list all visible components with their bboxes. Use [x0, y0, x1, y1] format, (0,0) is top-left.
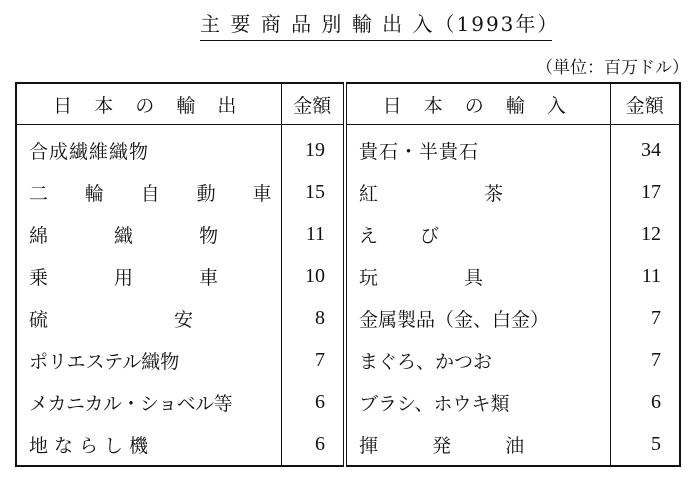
- export-item: 二輪自動車: [29, 182, 273, 205]
- import-item: 玩 具: [359, 266, 524, 289]
- import-amount: 12: [610, 213, 680, 255]
- trade-table: [15, 82, 681, 467]
- import-item: 紅 茶: [359, 182, 554, 205]
- export-amount: 15: [281, 171, 345, 213]
- import-amount: 17: [610, 171, 680, 213]
- export-item: メカニカル・ショベル等: [29, 392, 233, 415]
- table-row: [16, 297, 680, 339]
- import-amount: 7: [610, 297, 680, 339]
- import-item: ブラシ、ホウキ類: [359, 392, 510, 415]
- export-item: 綿 織 物: [29, 224, 249, 247]
- header-row: [16, 83, 680, 125]
- export-item: 合成繊維織物: [29, 140, 150, 163]
- export-amount: 6: [281, 423, 345, 466]
- export-amount: 10: [281, 255, 345, 297]
- import-amount: 7: [610, 339, 680, 381]
- export-amount-header: 金額: [281, 83, 345, 125]
- export-amount: 19: [281, 125, 345, 172]
- import-item: 揮 発 油: [359, 434, 549, 457]
- table-row: [16, 171, 680, 213]
- import-amount: 6: [610, 381, 680, 423]
- import-amount: 34: [610, 125, 680, 172]
- import-item-header: 日 本 の 輸 入: [345, 83, 610, 125]
- import-amount: 11: [610, 255, 680, 297]
- table-row: [16, 423, 680, 466]
- import-amount: 5: [610, 423, 680, 466]
- import-amount-header: 金額: [610, 83, 680, 125]
- import-item: 金属製品（金、白金）: [359, 308, 550, 331]
- export-item: 乗 用 車: [29, 266, 249, 289]
- table-title: 主 要 商 品 別 輸 出 入（1993年）: [200, 8, 552, 41]
- export-amount: 6: [281, 381, 345, 423]
- export-amount: 11: [281, 213, 345, 255]
- import-item: 貴石・半貴石: [359, 140, 480, 163]
- import-item: え び: [359, 224, 458, 247]
- table-row: [16, 381, 680, 423]
- unit-note: （単位：百万ドル）: [536, 58, 689, 78]
- table-row: [16, 125, 680, 172]
- table-row: [16, 255, 680, 297]
- export-item: 地ならし機: [29, 434, 155, 457]
- table-row: [16, 339, 680, 381]
- export-amount: 7: [281, 339, 345, 381]
- table-row: [16, 213, 680, 255]
- export-item: 硫 安: [29, 308, 254, 331]
- export-item-header: 日 本 の 輸 出: [16, 83, 281, 125]
- import-item: まぐろ、かつお: [359, 350, 493, 373]
- export-item: ポリエステル織物: [29, 350, 180, 373]
- export-amount: 8: [281, 297, 345, 339]
